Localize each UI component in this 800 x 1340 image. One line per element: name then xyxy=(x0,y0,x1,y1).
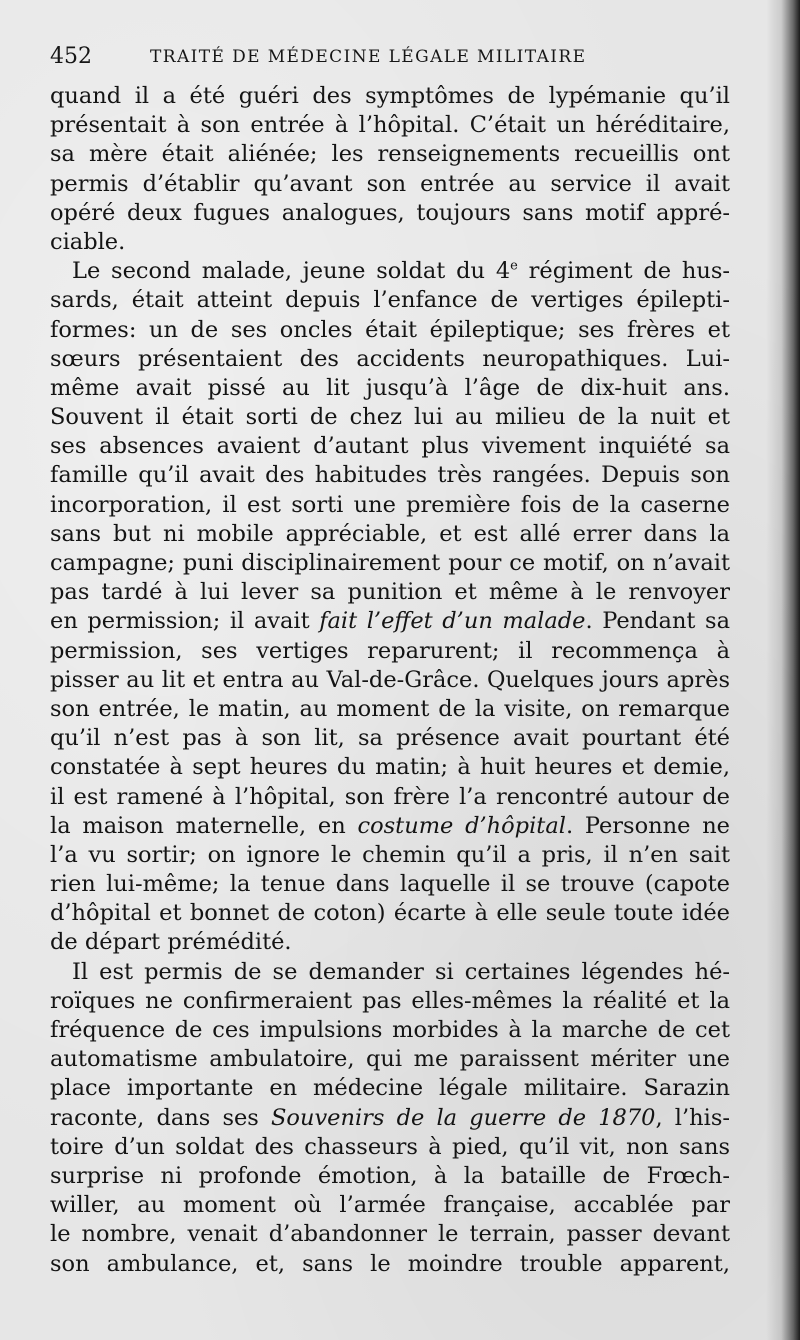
text-line: place importante en médecine légale militaire. Sarazin xyxy=(50,1075,730,1102)
text-line: il est ramené à l’hôpital, son frère l’a rencontré autour de xyxy=(50,783,730,810)
text-line: famille qu’il avait des habitudes très rangées. Depuis son xyxy=(50,462,730,489)
body-text xyxy=(50,82,730,1279)
text-line: sards, était atteint depuis l’enfance de vertiges épilepti- xyxy=(50,287,730,314)
superscript: e xyxy=(510,258,518,274)
running-head xyxy=(50,44,730,74)
text-line: pas tardé à lui lever sa punition et même à le renvoyer xyxy=(50,579,730,606)
text-line: opéré deux fugues analogues, toujours sans motif appré- xyxy=(50,199,730,226)
text-line: la maison maternelle, en costume d’hôpital. Personne ne xyxy=(50,812,730,839)
text-line: même avait pissé au lit jusqu’à l’âge de dix-huit ans. xyxy=(50,374,730,401)
text-line: son ambulance, et, sans le moindre trouble apparent, xyxy=(50,1250,730,1277)
text-line: Souvent il était sorti de chez lui au milieu de la nuit et xyxy=(50,404,730,431)
italic-phrase: fait l’effet d’un malade xyxy=(319,608,586,635)
text-line: pisser au lit et entra au Val-de-Grâce. Quelques jours après xyxy=(50,666,730,693)
text-line: surprise ni profonde émotion, à la bataille de Frœch- xyxy=(50,1162,730,1189)
text-line: ses absences avaient d’autant plus vivement inquiété sa xyxy=(50,433,730,460)
text-line: Le second malade, jeune soldat du 4e régiment de hus- xyxy=(72,258,730,285)
text-line: sans but ni mobile appréciable, et est allé errer dans la xyxy=(50,520,730,547)
text-line: son entrée, le matin, au moment de la visite, on remarque xyxy=(50,695,730,722)
text-line: l’a vu sortir; on ignore le chemin qu’il a pris, il n’en sait xyxy=(50,841,730,868)
text-line: Il est permis de se demander si certaines légendes hé- xyxy=(72,958,730,985)
text-line: raconte, dans ses Souvenirs de la guerre de 1870, l’his- xyxy=(50,1104,730,1131)
text-line: willer, au moment où l’armée française, accablée par xyxy=(50,1192,730,1219)
italic-phrase: costume d’hôpital xyxy=(357,812,566,839)
text-line: sœurs présentaient des accidents neuropathiques. Lui- xyxy=(50,345,730,372)
text-line: quand il a été guéri des symptômes de lypémanie qu’il xyxy=(50,83,730,109)
text-line: incorporation, il est sorti une première fois de la caserne xyxy=(50,491,730,518)
text-line: formes: un de ses oncles était épileptique; ses frères et xyxy=(50,316,730,343)
italic-phrase: Souvenirs de la guerre de 1870 xyxy=(271,1104,656,1131)
text-line: qu’il n’est pas à son lit, sa présence avait pourtant été xyxy=(50,725,730,752)
binding-shadow xyxy=(766,0,800,1340)
text-line: fréquence de ces impulsions morbides à la marche de cet xyxy=(50,1017,730,1043)
text-line: campagne; puni disciplinairement pour ce motif, on n’avait xyxy=(50,550,730,576)
text-line: constatée à sept heures du matin; à huit heures et demie, xyxy=(50,754,730,781)
text-line: d’hôpital et bonnet de coton) écarte à elle seule toute idée xyxy=(50,900,730,927)
text-line: automatisme ambulatoire, qui me paraissent mériter une xyxy=(50,1046,730,1073)
text-line: rien lui-même; la tenue dans laquelle il se trouve (capote xyxy=(50,871,730,898)
text-line: sa mère était aliénée; les renseignements recueillis ont xyxy=(50,141,730,168)
text-line: en permission; il avait fait l’effet d’un malade. Pendant sa xyxy=(50,608,730,635)
text-line: le nombre, venait d’abandonner le terrain, passer devant xyxy=(50,1221,730,1248)
text-line: toire d’un soldat des chasseurs à pied, qu’il vit, non sans xyxy=(50,1133,730,1160)
running-head-title: TRAITÉ DE MÉDECINE LÉGALE MILITAIRE xyxy=(150,47,587,67)
page-number: 452 xyxy=(50,44,92,69)
text-line: de départ prémédité. xyxy=(50,929,292,956)
text-line: présentait à son entrée à l’hôpital. C’était un héréditaire, xyxy=(50,112,730,139)
text-line: permission, ses vertiges reparurent; il recommença à xyxy=(50,637,730,664)
text-line: permis d’établir qu’avant son entrée au service il avait xyxy=(50,170,730,197)
text-line: ciable. xyxy=(50,228,126,255)
text-line: roïques ne confirmeraient pas elles-mêmes la réalité et la xyxy=(50,987,730,1014)
